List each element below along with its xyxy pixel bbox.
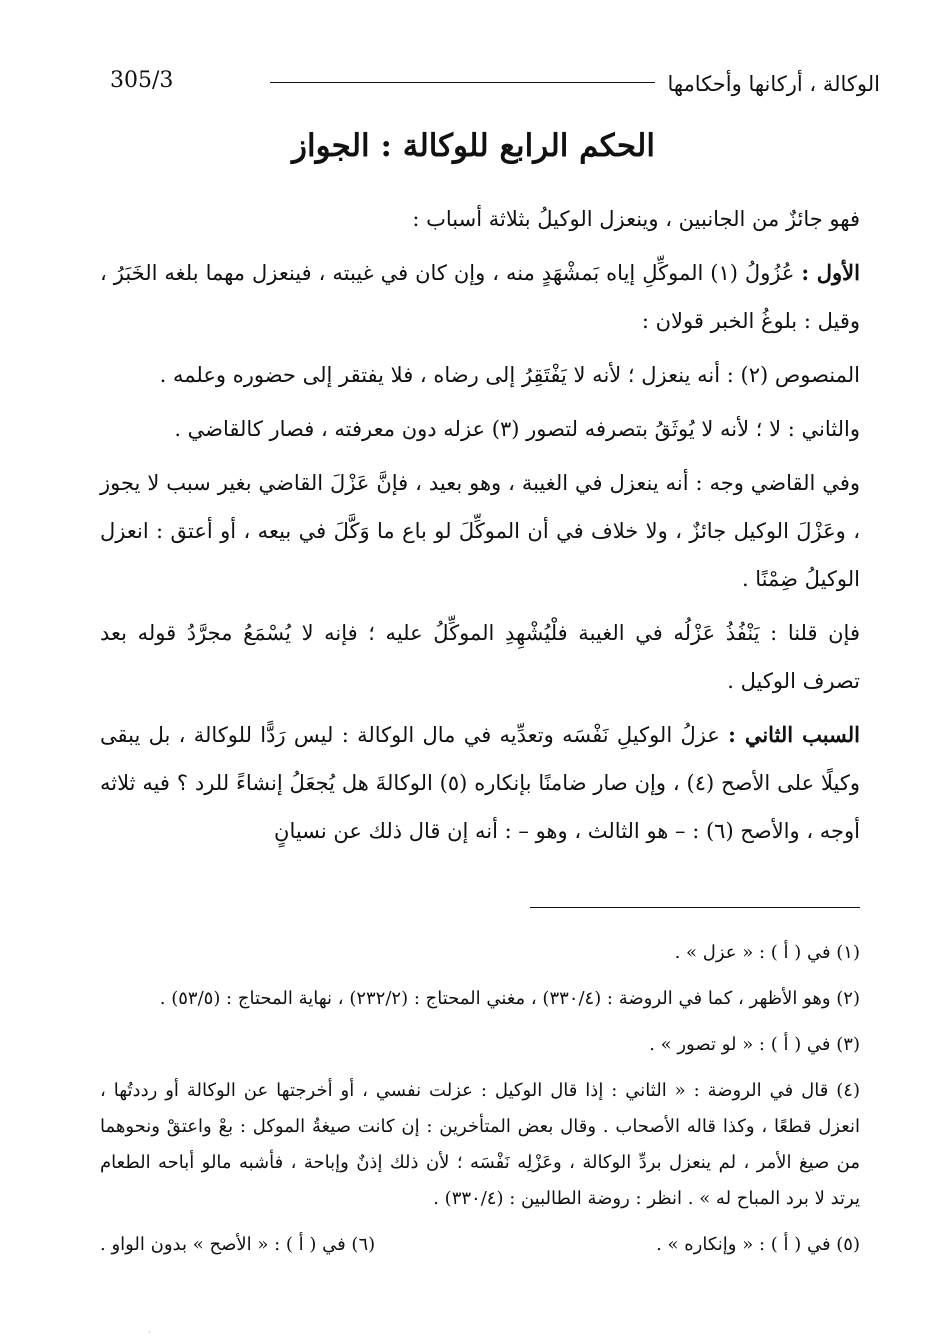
- footnotes: [100, 935, 860, 1263]
- paragraph-lead: الأول :: [801, 260, 860, 285]
- paragraph-text: وفي القاضي وجه : أنه ينعزل في الغيبة ، وهو بعيد ، فإنَّ عَزْلَ القاضي بغير سبب لا يجوز ، وعَزْلَ الوكيل جائزٌ ، ولا خلاف في أن الموكِّلَ لو باع ما وَكَّلَ في بيعه ، أو أعتق : انعزل الوكيلُ ضِمْنًا .: [100, 471, 860, 591]
- paragraph: [100, 609, 860, 705]
- footnote: (٥) في ( أ ) : « وإنكاره » .: [656, 1234, 860, 1255]
- paragraph: [100, 249, 860, 345]
- paragraph-lead: السبب الثاني :: [728, 722, 860, 747]
- paragraph-text: المنصوص (٢) : أنه ينعزل ؛ لأنه لا يَفْتَقِرُ إلى رضاه ، فلا يفتقر إلى حضوره وعلمه .: [159, 363, 860, 387]
- footnote: (٦) في ( أ ) : « الأصح » بدون الواو .: [100, 1234, 376, 1255]
- paragraph: [100, 711, 860, 855]
- paragraph: [100, 195, 860, 243]
- header-rule: [270, 82, 655, 83]
- footnote: (٤) قال في الروضة : « الثاني : إذا قال الوكيل : عزلت نفسي ، أو أخرجتها عن الوكالة أو رددتُها ، انعزل قطعًا ، وكذا قاله الأصحاب . وقال بعض المتأخرين : إن كانت صيغةُ الموكل : بعْ واعتقْ ونحوهما من صيغ الأمر ، لم ينعزل بردِّ الوكالة ، وعَزْلِه نَفْسَه ؛ لأن ذلك إذنٌ وإباحة ، فأشبه مالو أباحه الطعام يرتد لا برد المباح له » . انظر : روضة الطالبين : (٣٣٠/٤) .: [100, 1080, 860, 1209]
- footnote-separator: [530, 907, 860, 908]
- page-header: [100, 60, 880, 100]
- paragraph-text: عزلُ الوكيلِ نَفْسَه وتعدِّيه في مال الوكالة : ليس رَدًّا للوكالة ، بل يبقى وكيلًا على الأصح (٤) ، وإن صار ضامنًا بإنكاره (٥) الوكالةَ هل يُجعَلُ إنشاءً للرد ؟ فيه ثلاثه أوجه ، والأصح (٦) : – هو الثالث ، وهو – : أنه إن قال ذلك عن نسيانٍ: [100, 723, 860, 843]
- main-text: [100, 195, 860, 861]
- section-title: الحكم الرابع للوكالة : الجواز: [292, 128, 655, 164]
- paragraph-text: فهو جائزٌ من الجانبين ، وينعزل الوكيلُ بثلاثة أسباب :: [412, 207, 860, 231]
- footnote: (٢) وهو الأظهر ، كما في الروضة : (٣٣٠/٤) ، مغني المحتاج : (٢٣٢/٢) ، نهاية المحتاج : (٥٣/٥) .: [159, 988, 860, 1009]
- paragraph: [100, 351, 860, 399]
- scan-mark: ·: [148, 1328, 151, 1337]
- paragraph-text: فإن قلنا : يَنْفُذُ عَزْلُه في الغيبة فلْيُشْهِدِ الموكِّلُ عليه ؛ فإنه لا يُسْمَعُ مجرَّدُ قوله بعد تصرف الوكيل .: [100, 621, 860, 693]
- paragraph: [100, 405, 860, 453]
- paragraph-text: عُزُولُ (١) الموكِّلِ إياه بَمشْهَدٍ منه ، وإن كان في غيبته ، فينعزل مهما بلغه الخَبَرُ ، وقيل : بلوغُ الخبر قولان :: [100, 261, 860, 333]
- paragraph: [100, 459, 860, 603]
- paragraph-text: والثاني : لا ؛ لأنه لا يُوثَقُ بتصرفه لتصور (٣) عزله دون معرفته ، فصار كالقاضي .: [174, 417, 860, 441]
- page-number: 305/3: [110, 68, 174, 93]
- footnote: (١) في ( أ ) : « عزل » .: [674, 942, 860, 963]
- footnote: (٣) في ( أ ) : « لو تصور » .: [649, 1034, 860, 1055]
- footnote-row: [100, 1227, 860, 1263]
- running-title: الوكالة ، أركانها وأحكامها: [667, 72, 880, 96]
